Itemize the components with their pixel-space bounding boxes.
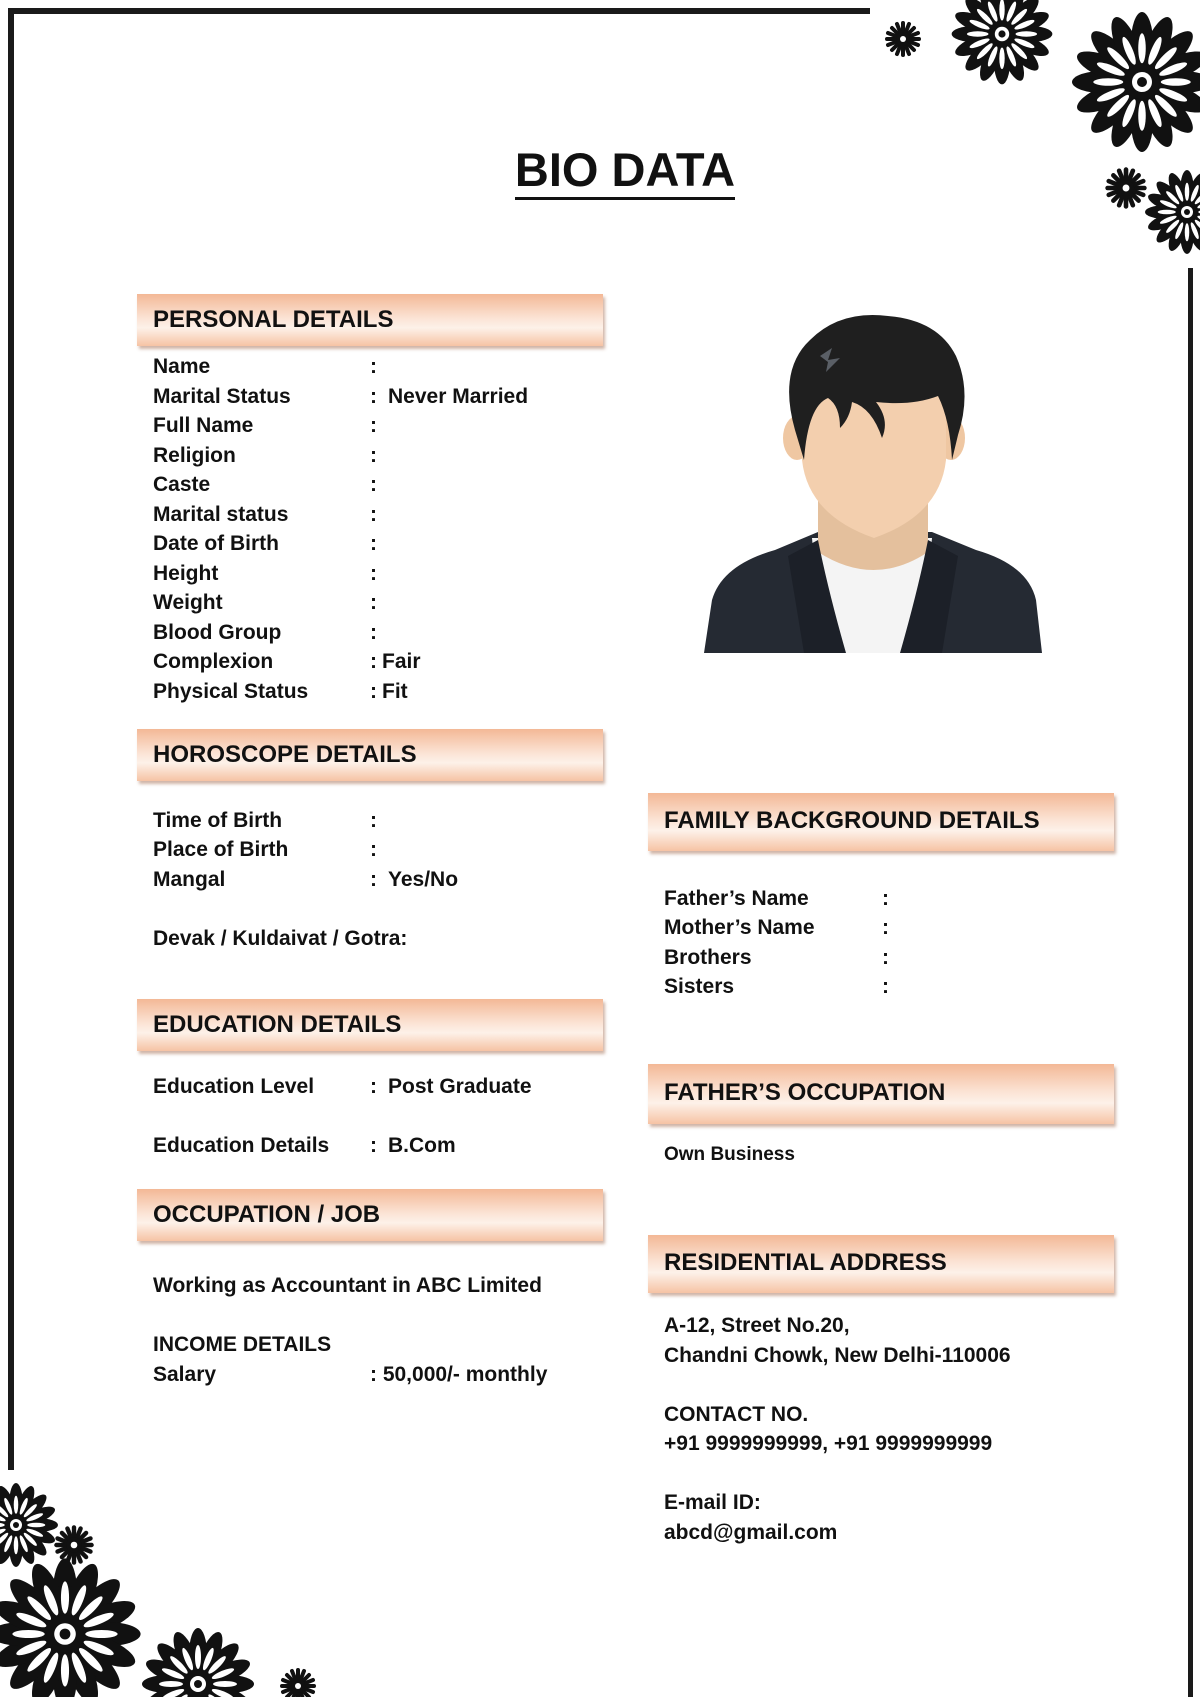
row-label: Date of Birth <box>153 532 279 555</box>
row-label: Brothers <box>664 946 752 969</box>
page-title-text: BIO DATA <box>515 143 735 200</box>
flower-icon <box>887 23 919 55</box>
education-details-header: EDUCATION DETAILS <box>137 999 603 1051</box>
row-label: Religion <box>153 444 236 467</box>
occupation-text: Working as Accountant in ABC Limited <box>153 1274 542 1297</box>
horoscope-details-header: HOROSCOPE DETAILS <box>137 729 603 781</box>
father-occupation-header: FATHER’S OCCUPATION <box>648 1064 1114 1124</box>
row-label: Height <box>153 562 219 585</box>
flower-icon <box>0 1483 58 1567</box>
row-colon: : <box>370 838 377 861</box>
row-colon: : <box>370 1134 377 1157</box>
row-label: Mother’s Name <box>664 916 815 939</box>
row-label: Sisters <box>664 975 735 998</box>
row-label: Complexion <box>153 650 274 673</box>
row-colon: : <box>370 621 377 644</box>
income-details-heading: INCOME DETAILS <box>153 1333 332 1356</box>
row-label: Place of Birth <box>153 838 289 861</box>
row-colon: : <box>370 444 377 467</box>
flower-icon <box>1145 170 1200 254</box>
flower-icon <box>0 1558 141 1697</box>
flower-icon <box>1108 170 1145 207</box>
row-colon: : <box>370 355 377 378</box>
row-value: Post Graduate <box>388 1075 532 1098</box>
row-label: Marital status <box>153 503 289 526</box>
salary-value: : 50,000/- monthly <box>370 1363 548 1386</box>
row-colon: : <box>882 916 889 939</box>
row-label: Blood Group <box>153 621 282 644</box>
flower-icon <box>952 0 1053 84</box>
row-label: Weight <box>153 591 223 614</box>
row-label: Physical Status <box>153 680 309 703</box>
row-label: Marital Status <box>153 385 291 408</box>
occupation-header: OCCUPATION / JOB <box>137 1189 603 1241</box>
row-colon: : <box>370 680 377 703</box>
row-colon: : <box>370 809 377 832</box>
address-line-2: Chandni Chowk, New Delhi-110006 <box>664 1344 1011 1367</box>
row-colon: : <box>370 591 377 614</box>
row-colon: : <box>370 562 377 585</box>
row-colon: : <box>882 946 889 969</box>
row-value: Never Married <box>388 385 529 408</box>
row-colon: : <box>882 975 889 998</box>
row-label: Full Name <box>153 414 254 437</box>
row-label: Name <box>153 355 211 378</box>
flower-icon <box>56 1527 91 1562</box>
row-colon: : <box>370 503 377 526</box>
personal-details-header: PERSONAL DETAILS <box>137 294 603 346</box>
contact-value: +91 9999999999, +91 9999999999 <box>664 1432 993 1455</box>
row-value: B.Com <box>388 1134 456 1157</box>
email-value: abcd@gmail.com <box>664 1521 838 1544</box>
flower-icon <box>142 1628 254 1697</box>
flower-icon <box>1072 12 1200 152</box>
row-value: Fair <box>382 650 421 673</box>
row-colon: : <box>370 414 377 437</box>
contact-label: CONTACT NO. <box>664 1403 809 1426</box>
row-colon: : <box>370 650 377 673</box>
row-colon: : <box>370 532 377 555</box>
row-value: Fit <box>382 680 408 703</box>
row-value: Yes/No <box>388 868 459 891</box>
row-colon: : <box>882 887 889 910</box>
address-line-1: A-12, Street No.20, <box>664 1314 850 1337</box>
row-colon: : <box>370 1075 377 1098</box>
family-background-header: FAMILY BACKGROUND DETAILS <box>648 793 1114 851</box>
email-label: E-mail ID: <box>664 1491 761 1514</box>
row-label: Mangal <box>153 868 226 891</box>
salary-label: Salary <box>153 1363 217 1386</box>
father-occupation-text: Own Business <box>664 1144 795 1165</box>
flower-icon <box>282 1670 314 1697</box>
row-label: Time of Birth <box>153 809 283 832</box>
row-colon: : <box>370 473 377 496</box>
row-label: Education Level <box>153 1075 315 1098</box>
row-colon: : <box>370 868 377 891</box>
row-label: Caste <box>153 473 211 496</box>
row-colon: : <box>370 385 377 408</box>
row-label: Education Details <box>153 1134 330 1157</box>
horoscope-gotra: Devak / Kuldaivat / Gotra: <box>153 927 408 950</box>
row-label: Father’s Name <box>664 887 809 910</box>
residential-address-header: RESIDENTIAL ADDRESS <box>648 1235 1114 1293</box>
